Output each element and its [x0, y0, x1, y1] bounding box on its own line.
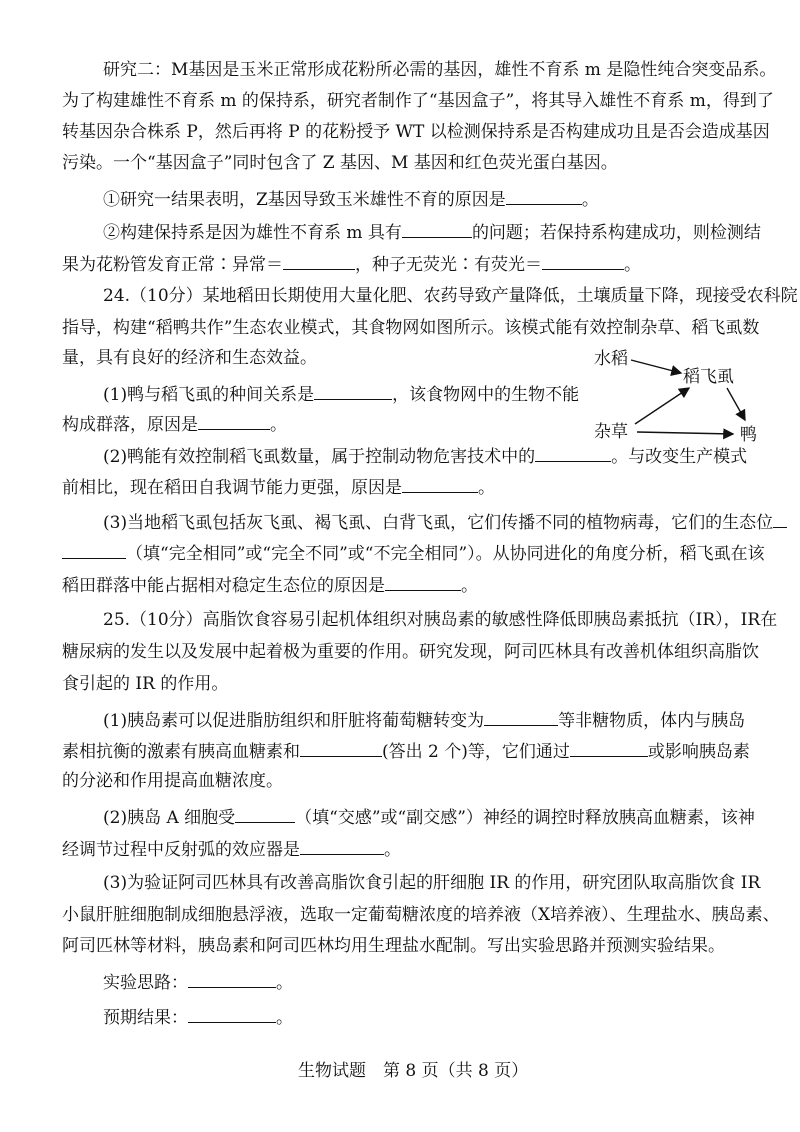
text-segment: 。与改变生产模式: [611, 447, 748, 467]
text-segment: 食引起的 IR 的作用。: [62, 674, 229, 694]
text-segment: 。: [581, 190, 599, 210]
text-segment: 前相比，现在稻田自我调节能力更强，原因是: [62, 478, 402, 498]
text-segment: ，种子无荧光∶有荧光＝: [355, 255, 542, 275]
question-line: [62, 411, 287, 437]
answer-blank[interactable]: [62, 540, 126, 559]
weed-to-planthopper-arrow: [635, 388, 689, 424]
food-web-duck: 鸭: [740, 425, 757, 445]
text-segment: (2)胰岛 A 细胞受: [103, 808, 236, 828]
text-segment: 的问题；若保持系构建成功，则检测结: [471, 223, 761, 243]
text-line: [62, 151, 618, 175]
answer-blank[interactable]: [402, 474, 478, 493]
question-line: [103, 509, 787, 535]
text-segment: 等非糖物质，体内与胰岛: [558, 711, 746, 731]
text-line: [62, 640, 759, 664]
text-segment: 糖尿病的发生以及发展中起着极为重要的作用。研究发现，阿司匹林具有改善机体组织高脂饮: [62, 642, 759, 662]
text-segment: 小鼠肝脏细胞制成细胞悬浮液，选取一定葡萄糖浓度的培养液（X培养液）、生理盐水、胰岛素、: [62, 905, 780, 925]
answer-blank[interactable]: [773, 509, 787, 528]
text-line: [103, 284, 798, 308]
question-line: [103, 969, 293, 995]
text-segment: (1)鸭与稻飞虱的种间关系是: [103, 385, 315, 405]
text-segment: 。: [461, 576, 478, 596]
text-line: [62, 769, 283, 793]
text-line: [62, 903, 780, 927]
text-line: [62, 346, 317, 370]
text-line: [62, 89, 774, 113]
food-web-planthopper: 稻飞虱: [683, 367, 734, 387]
answer-blank[interactable]: [188, 1004, 276, 1023]
text-segment: 果为花粉管发育正常∶异常＝: [62, 255, 283, 275]
answer-blank[interactable]: [300, 836, 384, 855]
text-segment: 构成群落，原因是: [62, 415, 198, 435]
text-segment: 。: [478, 478, 495, 498]
question-line: [103, 707, 745, 733]
question-line: [62, 738, 750, 764]
text-segment: 素相抗衡的激素有胰高血糖素和: [62, 742, 300, 762]
answer-blank[interactable]: [198, 411, 270, 430]
text-line: [103, 871, 760, 895]
text-segment: （填“交感”或“副交感”）神经的调控时释放胰高血糖素，该神: [295, 808, 755, 828]
text-segment: 为了构建雄性不育系 m 的保持系，研究者制作了“基因盒子”，将其导入雄性不育系 m，得到了: [62, 91, 774, 111]
page-footer: 生物试题 第 8 页（共 8 页）: [298, 1061, 529, 1081]
text-segment: (3)当地稻飞虱包括灰飞虱、褐飞虱、白背飞虱，它们传播不同的植物病毒，它们的生态位: [103, 513, 774, 533]
text-segment: ②构建保持系是因为雄性不育系 m 具有: [103, 223, 402, 243]
text-segment: 稻田群落中能占据相对稳定生态位的原因是: [62, 576, 385, 596]
question-line: [103, 1004, 293, 1030]
text-line: [62, 672, 228, 696]
answer-blank[interactable]: [283, 251, 355, 270]
food-web-rice: 水稻: [594, 349, 628, 369]
question-line: [103, 443, 747, 469]
text-segment: 。: [276, 973, 293, 993]
text-segment: 污染。一个“基因盒子”同时包含了 Z 基因、M 基因和红色荧光蛋白基因。: [62, 153, 618, 173]
answer-blank[interactable]: [188, 969, 276, 988]
text-segment: 预期结果：: [103, 1008, 188, 1028]
text-line: [103, 58, 776, 82]
answer-blank[interactable]: [300, 738, 382, 757]
question-line: [103, 219, 761, 245]
text-segment: (3)为验证阿司匹林具有改善高脂饮食引起的肝细胞 IR 的作用，研究团队取高脂饮食 IR: [103, 873, 761, 893]
text-segment: 的分泌和作用提高血糖浓度。: [62, 771, 283, 791]
text-segment: 。: [384, 840, 401, 860]
text-segment: 。: [624, 255, 641, 275]
text-segment: 或影响胰岛素: [647, 742, 750, 762]
answer-blank[interactable]: [402, 219, 472, 238]
food-web-weed: 杂草: [594, 422, 628, 442]
answer-blank[interactable]: [570, 738, 648, 757]
text-segment: ，该食物网中的生物不能: [392, 385, 580, 405]
text-segment: 指导，构建“稻鸭共作”生态农业模式，其食物网如图所示。该模式能有效控制杂草、稻飞虱数: [62, 318, 760, 338]
text-segment: 转基因杂合株系 P，然后再将 P 的花粉授予 WT 以检测保持系是否构建成功且是否会造成基因: [62, 122, 770, 142]
text-segment: ①研究一结果表明，Z基因导致玉米雄性不育的原因是: [103, 190, 506, 210]
text-segment: 经调节过程中反射弧的效应器是: [62, 840, 300, 860]
question-line: [62, 540, 765, 566]
text-segment: 25.（10分）高脂饮食容易引起机体组织对胰岛素的敏感性降低即胰岛素抵抗（IR），IR在: [103, 610, 778, 630]
text-segment: 。: [276, 1008, 293, 1028]
question-line: [103, 186, 599, 212]
answer-blank[interactable]: [506, 186, 582, 205]
question-line: [62, 836, 401, 862]
text-segment: 量，具有良好的经济和生态效益。: [62, 348, 317, 368]
text-segment: 阿司匹林等材料，胰岛素和阿司匹林均用生理盐水配制。写出实验思路并预测实验结果。: [62, 936, 725, 956]
text-segment: (答出 2 个)等，它们通过: [382, 742, 570, 762]
answer-blank[interactable]: [535, 443, 611, 462]
text-line: [62, 316, 759, 340]
answer-blank[interactable]: [235, 804, 295, 823]
text-segment: 24.（10分）某地稻田长期使用大量化肥、农药导致产量降低，土壤质量下降，现接受农科院: [103, 286, 798, 306]
text-segment: 实验思路：: [103, 973, 188, 993]
text-segment: (2)鸭能有效控制稻飞虱数量，属于控制动物危害技术中的: [103, 447, 536, 467]
text-line: [62, 934, 725, 958]
answer-blank[interactable]: [484, 707, 558, 726]
question-line: [103, 381, 579, 407]
weed-to-duck-arrow: [637, 432, 733, 434]
question-line: [62, 572, 478, 598]
question-line: [62, 251, 641, 277]
answer-blank[interactable]: [314, 381, 392, 400]
text-segment: (1)胰岛素可以促进脂肪组织和肝脏将葡萄糖转变为: [103, 711, 485, 731]
planthopper-to-duck-arrow: [727, 388, 745, 420]
question-line: [103, 804, 755, 830]
text-segment: 研究二：M基因是玉米正常形成花粉所必需的基因，雄性不育系 m 是隐性纯合突变品系。: [103, 60, 777, 80]
text-line: [62, 120, 770, 144]
text-segment: 。: [270, 415, 287, 435]
answer-blank[interactable]: [542, 251, 624, 270]
question-line: [62, 474, 495, 500]
rice-to-planthopper-arrow: [631, 360, 681, 373]
text-segment: （填“完全相同”或“完全不同”或“不完全相同”）。从协同进化的角度分析，稻飞虱在该: [126, 544, 765, 564]
text-line: [103, 608, 777, 632]
answer-blank[interactable]: [385, 572, 461, 591]
